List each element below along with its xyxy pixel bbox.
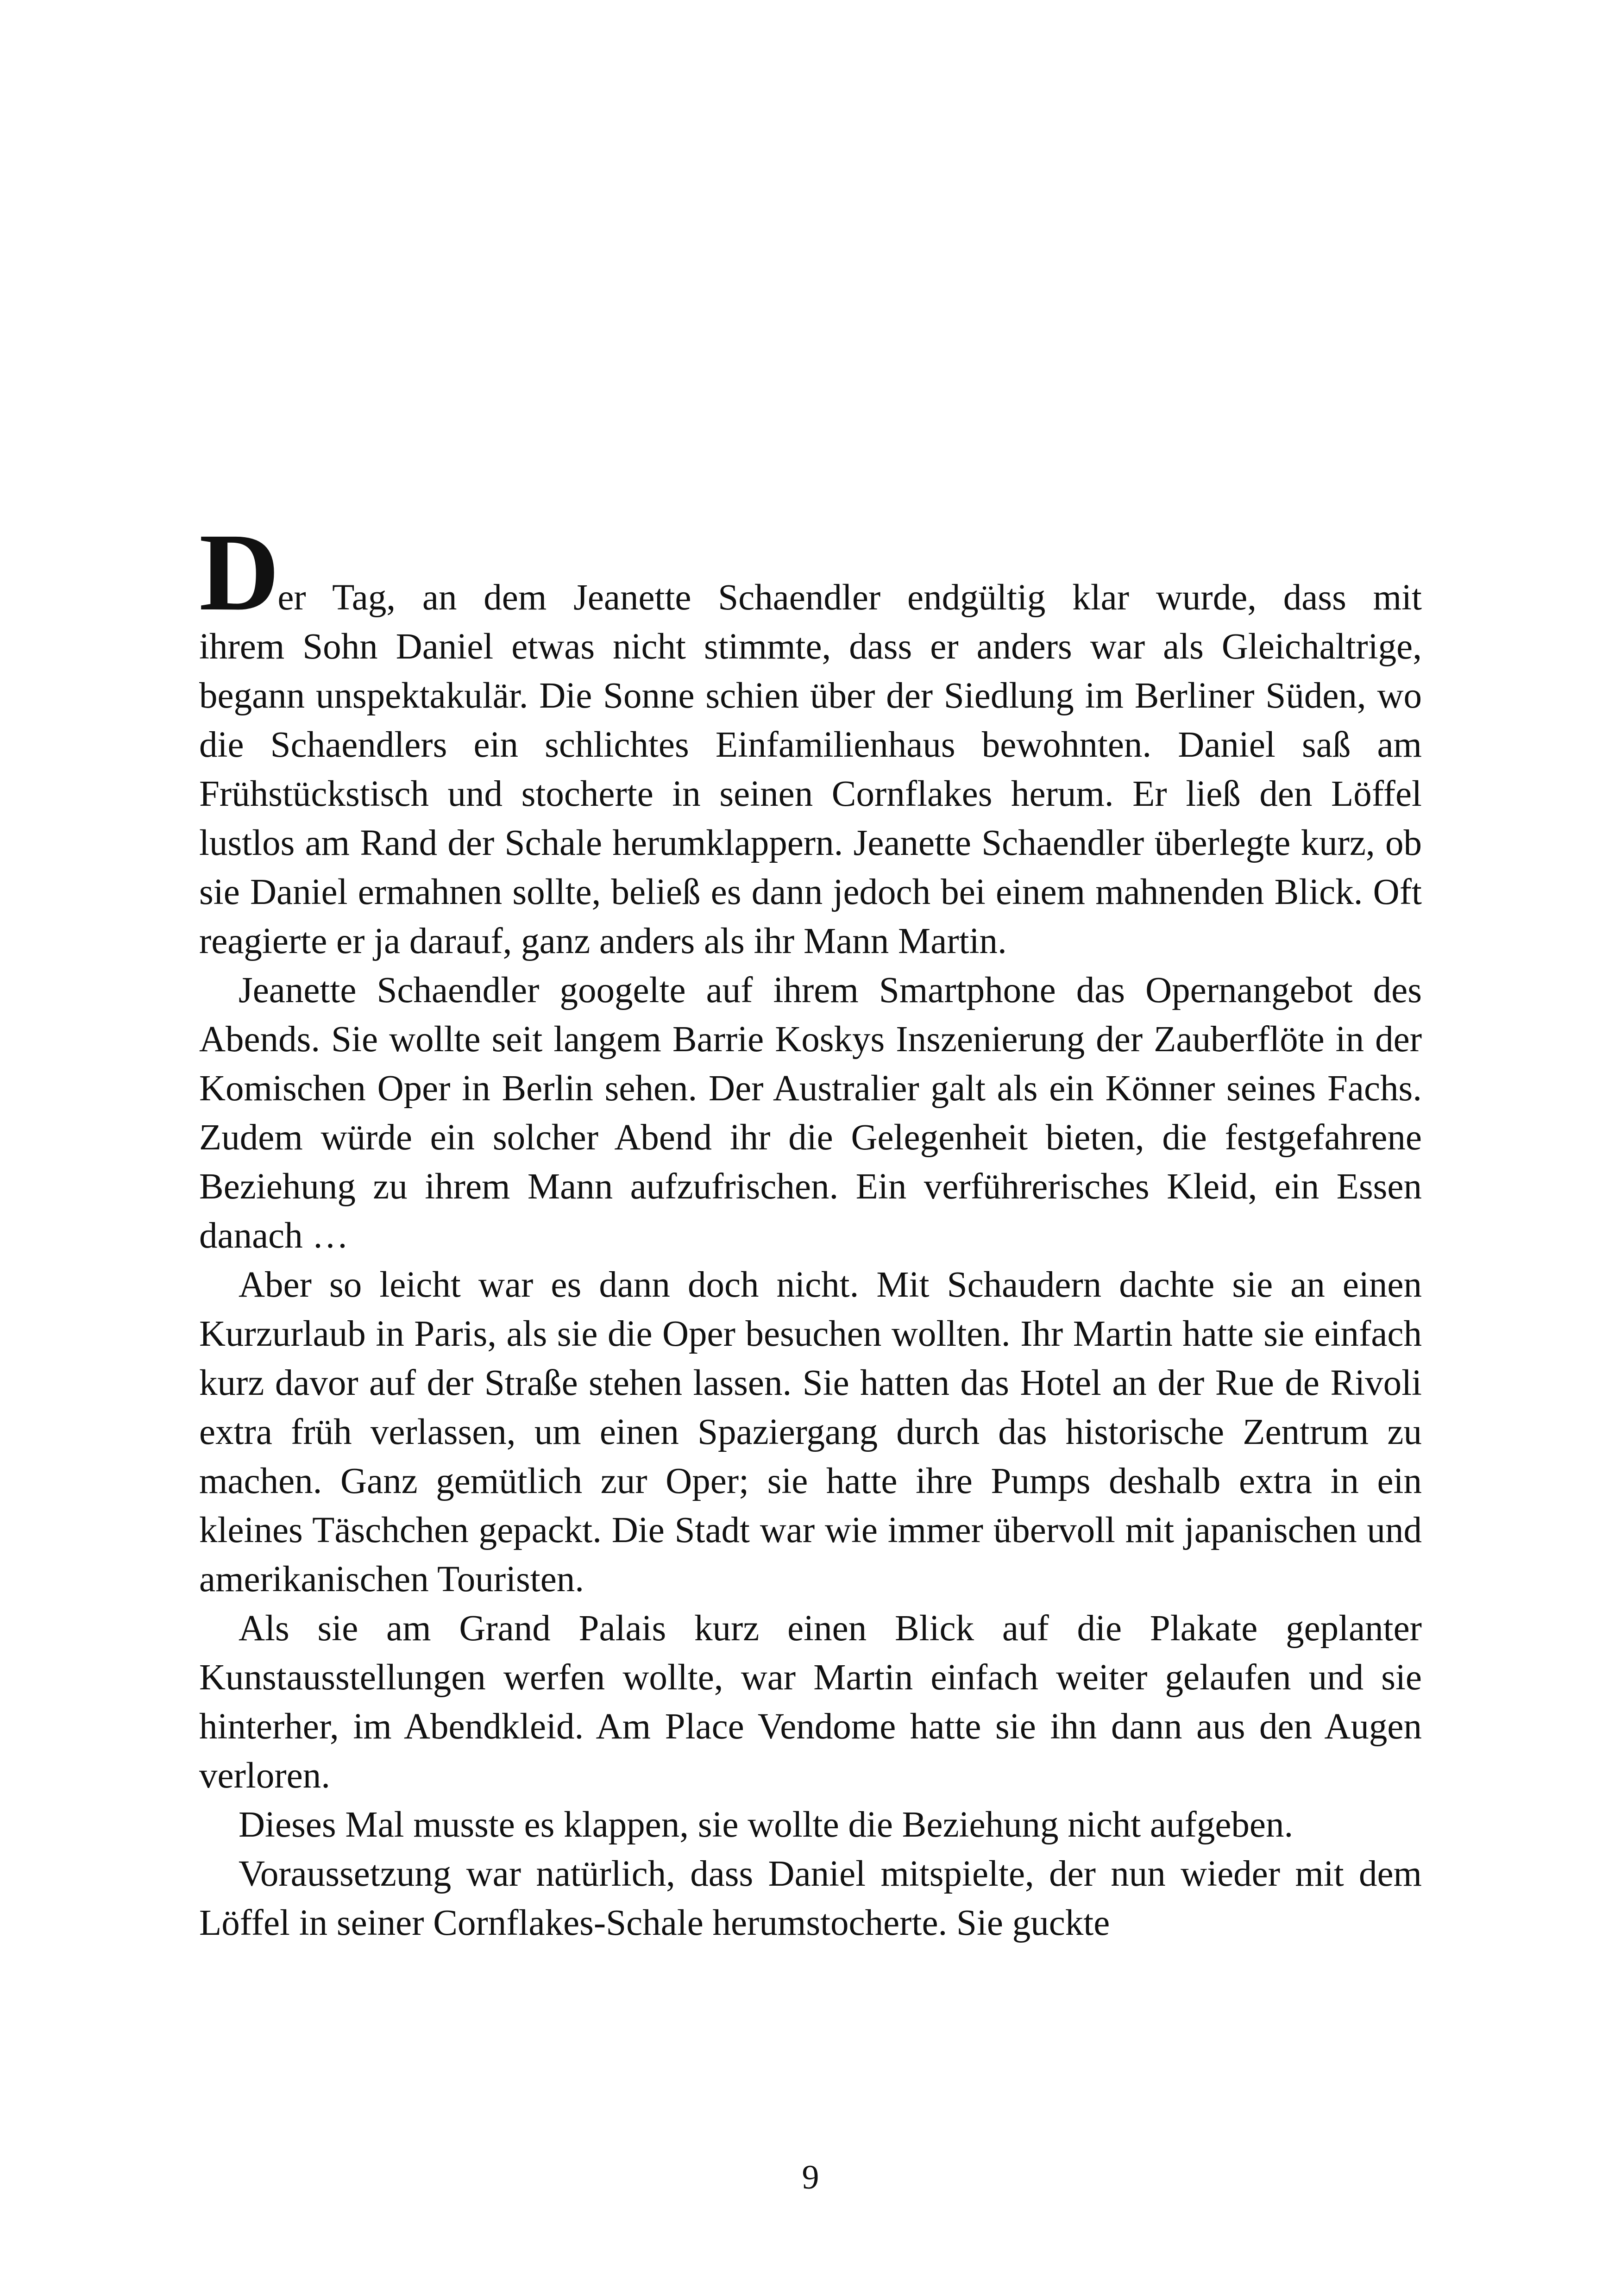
paragraph-1: ihrem Sohn Daniel etwas nicht stimmte, dass er anders war als Gleichaltrige, begann unspektakulär. Die Sonne schien über der Siedlung im Berliner Süden, wo die Schaendlers ein schlichtes Einfamilienhaus bewohnten. Daniel saß am Frühstückstisch und stocherte in seinen Cornflakes herum. Er ließ den Löffel lustlos am Rand der Schale herumklappern. Jeanette Schaendler überlegte kurz, ob sie Daniel ermahnen sollte, beließ es dann jedoch bei einem mahnenden Blick. Oft reagierte er ja darauf, ganz anders als ihr Mann Martin. (199, 627, 1422, 961)
paragraph-5: Dieses Mal musste es klappen, sie wollte die Beziehung nicht aufgeben. (239, 1805, 1294, 1845)
page-number: 9 (802, 2158, 819, 2196)
drop-cap: D (199, 510, 278, 634)
opening-line (199, 510, 1422, 634)
paragraph-4: Als sie am Grand Palais kurz einen Blick auf die Plakate geplanter Kunstausstellungen werfen wollte, war Martin einfach weiter gelaufen und sie hinterher, im Abendkleid. Am Place Vendome hatte sie ihn dann aus den Augen verloren. (199, 1608, 1422, 1796)
paragraph-3: Aber so leicht war es dann doch nicht. Mit Schaudern dachte sie an einen Kurzurlaub in Paris, als sie die Oper besuchen wollten. Ihr Martin hatte sie einfach kurz davor auf der Straße stehen lassen. Sie hatten das Hotel an der Rue de Rivoli extra früh verlassen, um einen Spaziergang durch das historische Zentrum zu machen. Ganz gemütlich zur Oper; sie hatte ihre Pumps deshalb extra in ein kleines Täschchen gepackt. Die Stadt war wie immer übervoll mit japanischen und amerikanischen Touristen. (199, 1265, 1422, 1600)
opening-line-text: er Tag, an dem Jeanette Schaendler endgültig klar wurde, dass mit (277, 577, 1422, 618)
paragraph-2: Jeanette Schaendler googelte auf ihrem Smartphone das Opernangebot des Abends. Sie wollte seit langem Barrie Koskys Inszenierung der Zauberflöte in der Komischen Oper in Berlin sehen. Der Australier galt als ein Könner seines Fachs. Zudem würde ein solcher Abend ihr die Gelegenheit bieten, die festgefahrene Beziehung zu ihrem Mann aufzufrischen. Ein verführerisches Kleid, ein Essen danach … (199, 970, 1422, 1256)
paragraph-6: Voraussetzung war natürlich, dass Daniel mitspielte, der nun wieder mit dem Löffel in seiner Cornflakes-Schale herumstocherte. Sie guckte (199, 1854, 1422, 1943)
body-text (199, 510, 1422, 1948)
